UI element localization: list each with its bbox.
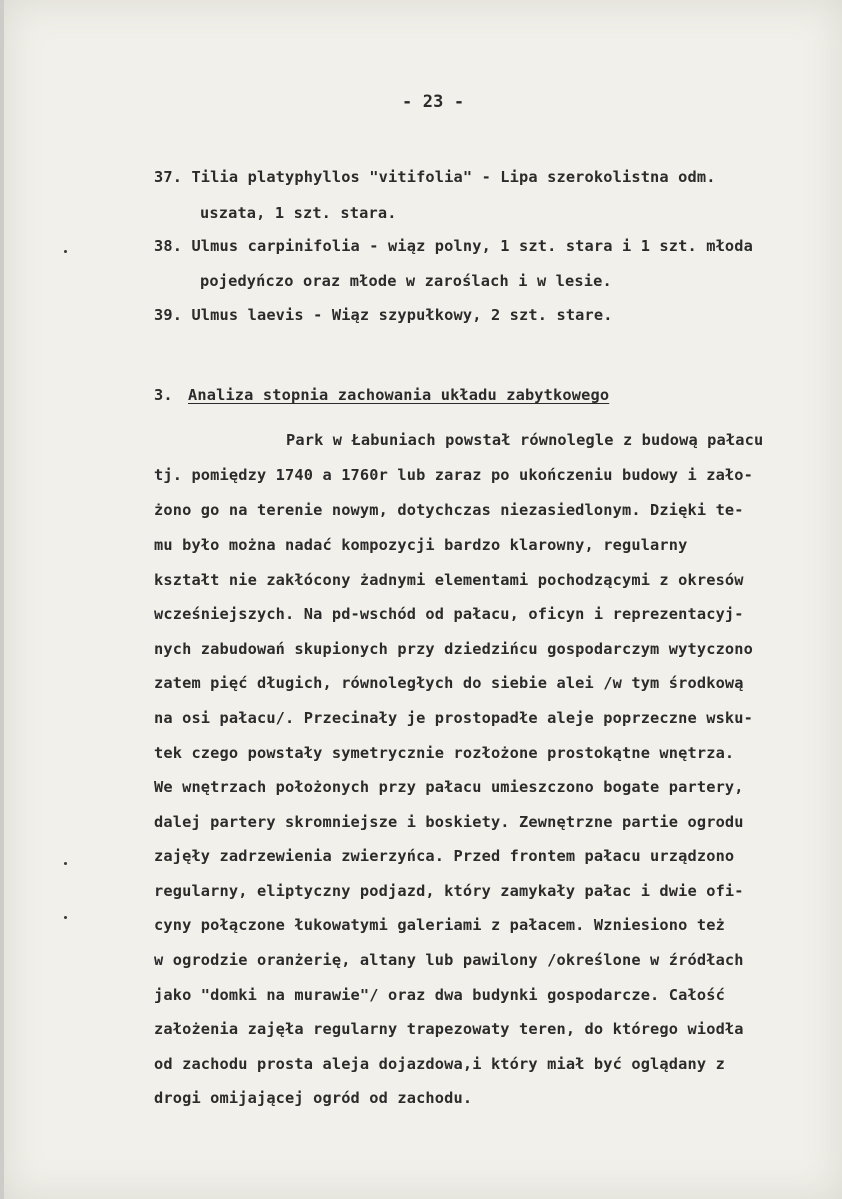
paragraph-line-14: regularny, eliptyczny podjazd, który zamykały pałac i dwie ofi- (154, 882, 744, 900)
document-page (4, 0, 842, 1199)
paragraph-line-20: drogi omijającej ogród od zachodu. (154, 1089, 473, 1107)
paragraph-line-1: Park w Łabuniach powstał równolegle z budową pałacu (286, 431, 764, 449)
paragraph-line-12: dalej partery skromniejsze i boskiety. Zewnętrzne partie ogrodu (154, 813, 744, 831)
list-item-37-line-2: uszata, 1 szt. stara. (200, 204, 397, 222)
margin-dot (64, 250, 67, 253)
paragraph-line-16: w ogrodzie oranżerię, altany lub pawilony /określone w źródłach (154, 951, 744, 969)
list-item-38-line-2: pojedyńczo oraz młode w zaroślach i w lesie. (200, 272, 612, 290)
paragraph-line-11: We wnętrzach położonych przy pałacu umieszczono bogate partery, (154, 778, 744, 796)
margin-dot (64, 916, 67, 919)
paragraph-line-2: tj. pomiędzy 1740 a 1760r lub zaraz po ukończeniu budowy i zało- (154, 466, 754, 484)
section-number: 3. (154, 386, 173, 404)
section-heading: Analiza stopnia zachowania układu zabytkowego (188, 386, 610, 404)
paragraph-line-4: mu było można nadać kompozycji bardzo klarowny, regularny (154, 536, 688, 554)
paragraph-line-19: od zachodu prosta aleja dojazdowa,i który miał być oglądany z (154, 1055, 725, 1073)
paragraph-line-3: żono go na terenie nowym, dotychczas niezasiedlonym. Dzięki te- (154, 501, 744, 519)
paragraph-line-15: cyny połączone łukowatymi galeriami z pałacem. Wzniesiono też (154, 916, 725, 934)
paragraph-line-17: jako "domki na murawie"/ oraz dwa budynki gospodarcze. Całość (154, 986, 725, 1004)
list-item-37-line-1: 37. Tilia platyphyllos "vitifolia" - Lipa szerokolistna odm. (154, 168, 716, 186)
paragraph-line-7: nych zabudowań skupionych przy dziedzińcu gospodarczym wytyczono (154, 640, 754, 658)
paragraph-line-10: tek czego powstały symetrycznie rozłożone prostokątne wnętrza. (154, 744, 735, 762)
paragraph-line-5: kształt nie zakłócony żadnymi elementami pochodzącymi z okresów (154, 571, 744, 589)
paragraph-line-13: zajęły zadrzewienia zwierzyńca. Przed frontem pałacu urządzono (154, 847, 735, 865)
list-item-39-line-1: 39. Ulmus laevis - Wiąz szypułkowy, 2 szt. stare. (154, 306, 613, 324)
paragraph-line-9: na osi pałacu/. Przecinały je prostopadłe aleje poprzeczne wsku- (154, 709, 754, 727)
margin-dot (64, 862, 67, 865)
paragraph-line-18: założenia zajęła regularny trapezowaty teren, do którego wiodła (154, 1020, 744, 1038)
paragraph-line-6: wcześniejszych. Na pd-wschód od pałacu, oficyn i reprezentacyj- (154, 605, 744, 623)
list-item-38-line-1: 38. Ulmus carpinifolia - wiąz polny, 1 szt. stara i 1 szt. młoda (154, 237, 754, 255)
page-number: - 23 - (402, 92, 465, 112)
paragraph-line-8: zatem pięć długich, równoległych do siebie alei /w tym środkową (154, 674, 744, 692)
